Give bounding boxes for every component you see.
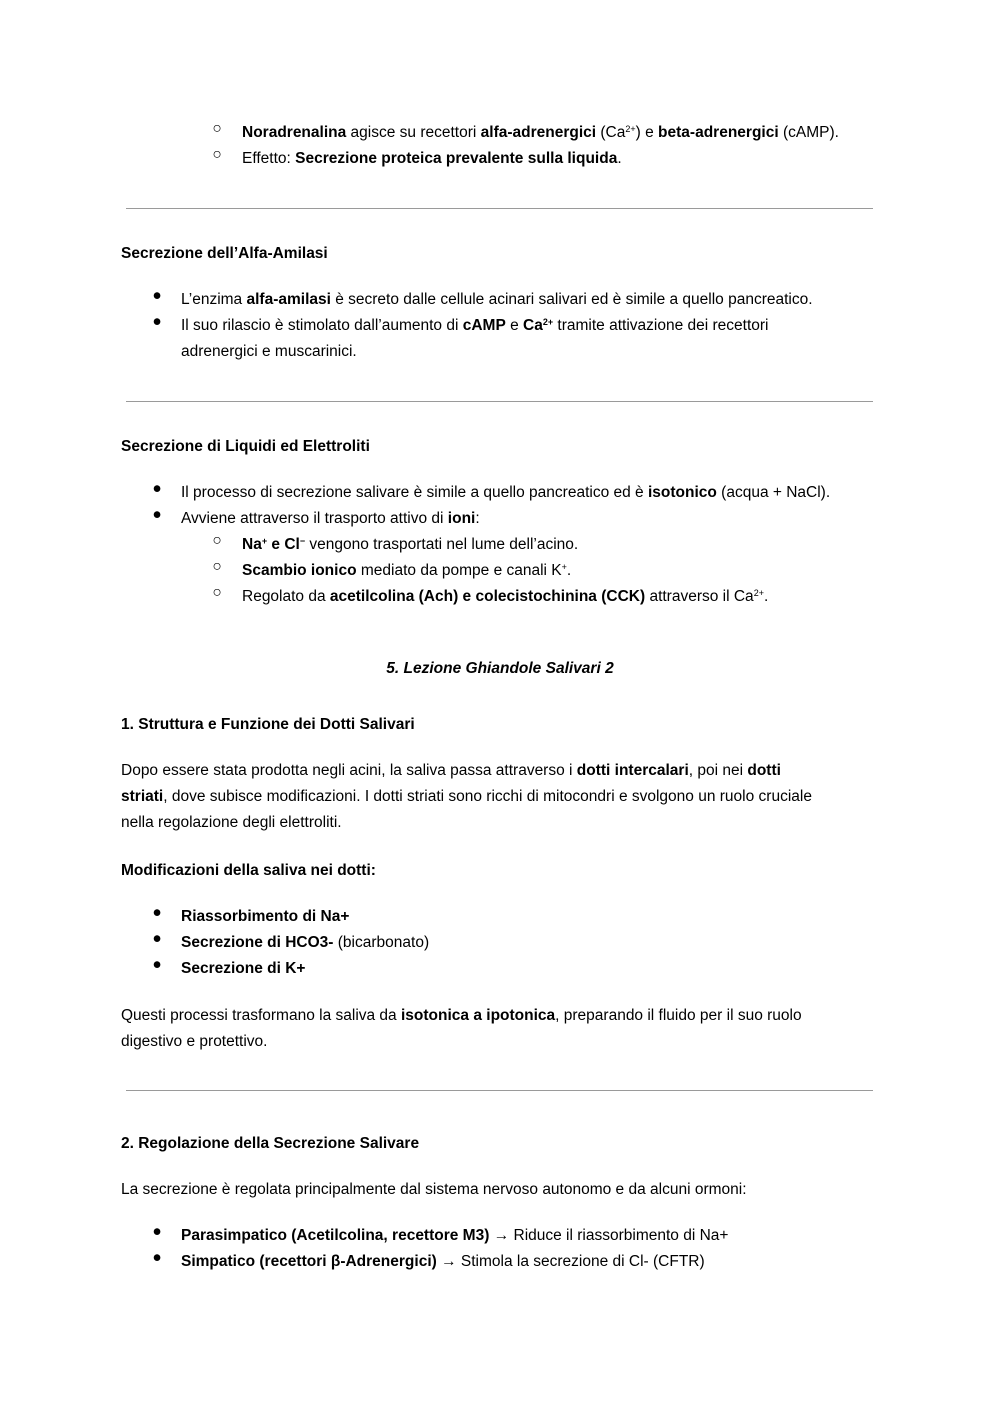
disc-bullet: ●	[152, 313, 162, 330]
list-item: Simpatico (recettori β-Adrenergici) → Stimola la secrezione di Cl- (CFTR)	[181, 1253, 705, 1270]
section-heading: Secrezione di Liquidi ed Elettroliti	[121, 438, 370, 455]
paragraph: Questi processi trasformano la saliva da isotonica a ipotonica, preparando il fluido per il suo ruolo	[121, 1007, 802, 1024]
paragraph: Dopo essere stata prodotta negli acini, la saliva passa attraverso i dotti intercalari, poi nei dotti	[121, 762, 781, 779]
list-item: L’enzima alfa-amilasi è secreto dalle cellule acinari salivari ed è simile a quello pancreatico.	[181, 291, 813, 308]
circle-bullet: ○	[212, 532, 222, 549]
disc-bullet: ●	[152, 930, 162, 947]
list-item: Scambio ionico mediato da pompe e canali K+.	[242, 562, 572, 579]
disc-bullet: ●	[152, 1249, 162, 1266]
paragraph: La secrezione è regolata principalmente dal sistema nervoso autonomo e da alcuni ormoni:	[121, 1181, 747, 1198]
list-item-continuation: adrenergici e muscarinici.	[181, 343, 357, 360]
disc-bullet: ●	[152, 904, 162, 921]
list-item: Effetto: Secrezione proteica prevalente sulla liquida.	[242, 150, 622, 167]
list-item: Parasimpatico (Acetilcolina, recettore M3) → Riduce il riassorbimento di Na+	[181, 1227, 729, 1244]
list-item: Riassorbimento di Na+	[181, 908, 350, 925]
paragraph-line: striati, dove subisce modificazioni. I dotti striati sono ricchi di mitocondri e svolgono un ruolo cruciale	[121, 788, 812, 805]
disc-bullet: ●	[152, 956, 162, 973]
circle-bullet: ○	[212, 146, 222, 163]
subheading: Modificazioni della saliva nei dotti:	[121, 862, 376, 879]
circle-bullet: ○	[212, 584, 222, 601]
divider	[126, 401, 873, 402]
list-item: Avviene attraverso il trasporto attivo di ioni:	[181, 510, 480, 527]
list-item: Il processo di secrezione salivare è simile a quello pancreatico ed è isotonico (acqua + NaCl).	[181, 484, 831, 501]
list-item: Il suo rilascio è stimolato dall’aumento di cAMP e $Ca^{2+}$ tramite attivazione dei recettori	[181, 317, 769, 334]
list-item: Noradrenalina agisce su recettori alfa-adrenergici $(Ca^{2+})$ e beta-adrenergici (cAMP).	[242, 124, 839, 141]
list-item: Na+ e Cl− vengono trasportati nel lume dell’acino.	[242, 536, 579, 553]
disc-bullet: ●	[152, 506, 162, 523]
section-heading: 2. Regolazione della Secrezione Salivare	[121, 1135, 420, 1152]
paragraph-line: nella regolazione degli elettroliti.	[121, 814, 342, 831]
disc-bullet: ●	[152, 287, 162, 304]
divider	[126, 1090, 873, 1091]
list-item: Secrezione di K+	[181, 960, 306, 977]
list-item: Regolato da acetilcolina (Ach) e colecistochinina (CCK) attraverso il $Ca^{2+}$.	[242, 588, 769, 605]
section-heading: 1. Struttura e Funzione dei Dotti Salivari	[121, 716, 415, 733]
circle-bullet: ○	[212, 558, 222, 575]
paragraph-line: digestivo e protettivo.	[121, 1033, 268, 1050]
lesson-title: 5. Lezione Ghiandole Salivari 2	[386, 660, 614, 677]
circle-bullet: ○	[212, 120, 222, 137]
section-heading: Secrezione dell’Alfa-Amilasi	[121, 245, 328, 262]
divider	[126, 208, 873, 209]
disc-bullet: ●	[152, 480, 162, 497]
disc-bullet: ●	[152, 1223, 162, 1240]
list-item: Secrezione di HCO3- (bicarbonato)	[181, 934, 430, 951]
